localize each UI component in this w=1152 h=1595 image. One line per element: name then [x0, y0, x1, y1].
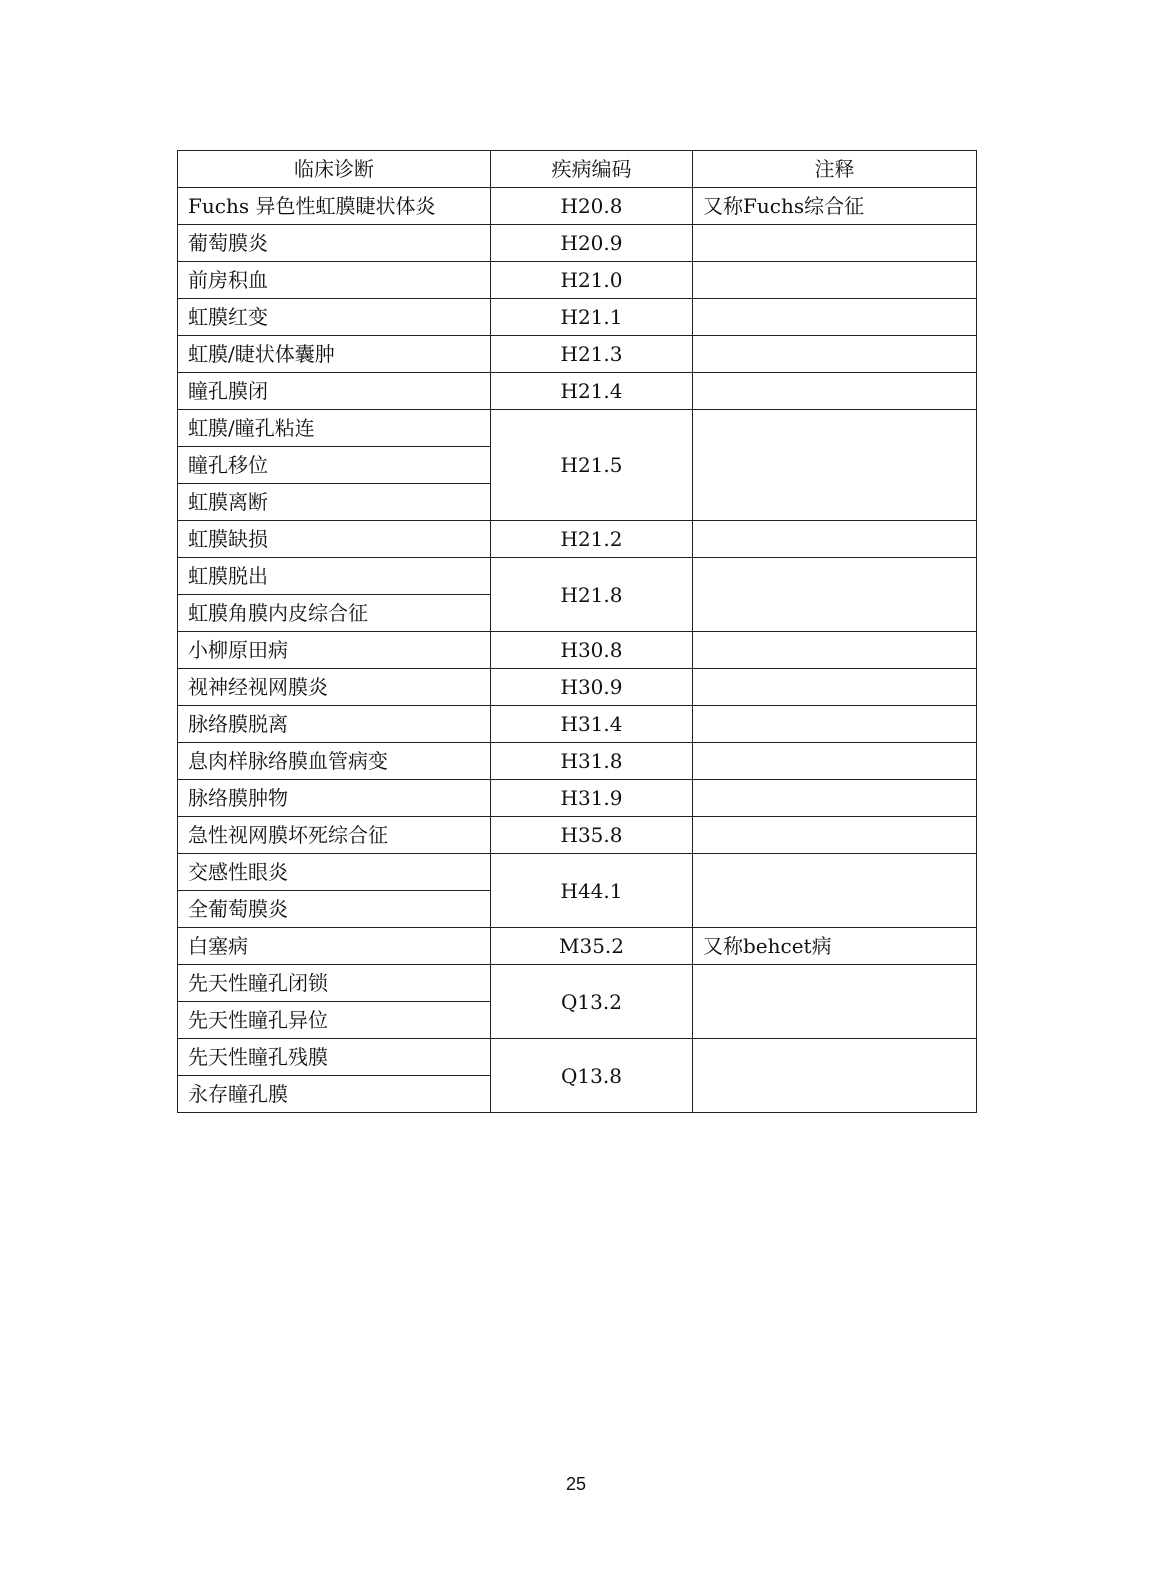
note-cell — [693, 965, 977, 1039]
note-cell — [693, 373, 977, 410]
diagnosis-cell: 永存瞳孔膜 — [178, 1076, 491, 1113]
note-cell — [693, 743, 977, 780]
note-cell — [693, 336, 977, 373]
table-row — [178, 817, 977, 854]
code-cell: H21.0 — [491, 262, 693, 299]
table-row — [178, 225, 977, 262]
code-cell: H35.8 — [491, 817, 693, 854]
code-cell: H21.1 — [491, 299, 693, 336]
diagnosis-cell: 虹膜/瞳孔粘连 — [178, 410, 491, 447]
note-cell — [693, 632, 977, 669]
code-cell: H21.2 — [491, 521, 693, 558]
header-note: 注释 — [693, 151, 977, 188]
table-body — [178, 188, 977, 1113]
table-row — [178, 410, 977, 447]
diagnosis-cell: 葡萄膜炎 — [178, 225, 491, 262]
table-row — [178, 521, 977, 558]
page-number: 25 — [565, 1474, 587, 1494]
note-cell — [693, 706, 977, 743]
code-cell: H31.4 — [491, 706, 693, 743]
note-cell: 又称behcet病 — [693, 928, 977, 965]
note-cell — [693, 262, 977, 299]
note-cell — [693, 521, 977, 558]
table-row — [178, 299, 977, 336]
table-header-row — [178, 151, 977, 188]
code-cell: Q13.2 — [491, 965, 693, 1039]
table-row — [178, 262, 977, 299]
note-cell — [693, 410, 977, 521]
code-cell: H30.8 — [491, 632, 693, 669]
diagnosis-cell: 脉络膜肿物 — [178, 780, 491, 817]
diagnosis-cell: 全葡萄膜炎 — [178, 891, 491, 928]
note-cell — [693, 669, 977, 706]
note-cell — [693, 780, 977, 817]
diagnosis-cell: 先天性瞳孔异位 — [178, 1002, 491, 1039]
note-cell — [693, 817, 977, 854]
code-cell: H20.9 — [491, 225, 693, 262]
diagnosis-cell: 瞳孔移位 — [178, 447, 491, 484]
diagnosis-cell: 先天性瞳孔闭锁 — [178, 965, 491, 1002]
diagnosis-cell: 虹膜角膜内皮综合征 — [178, 595, 491, 632]
table-row — [178, 669, 977, 706]
diagnosis-cell: 虹膜/睫状体囊肿 — [178, 336, 491, 373]
header-code: 疾病编码 — [491, 151, 693, 188]
code-cell: H20.8 — [491, 188, 693, 225]
diagnosis-cell: 急性视网膜坏死综合征 — [178, 817, 491, 854]
code-cell: Q13.8 — [491, 1039, 693, 1113]
diagnosis-cell: 虹膜离断 — [178, 484, 491, 521]
code-cell: H21.5 — [491, 410, 693, 521]
table-row — [178, 373, 977, 410]
diagnosis-cell: 脉络膜脱离 — [178, 706, 491, 743]
table-row — [178, 1039, 977, 1076]
diagnosis-cell: 小柳原田病 — [178, 632, 491, 669]
note-cell — [693, 225, 977, 262]
table-row — [178, 706, 977, 743]
note-cell — [693, 1039, 977, 1113]
code-cell: H31.8 — [491, 743, 693, 780]
table-row — [178, 188, 977, 225]
diagnosis-cell: 虹膜红变 — [178, 299, 491, 336]
table-row — [178, 743, 977, 780]
diagnosis-cell: 虹膜脱出 — [178, 558, 491, 595]
table-row — [178, 780, 977, 817]
code-cell: H31.9 — [491, 780, 693, 817]
diagnosis-cell: 息肉样脉络膜血管病变 — [178, 743, 491, 780]
code-cell: H21.8 — [491, 558, 693, 632]
table-row — [178, 336, 977, 373]
note-cell — [693, 299, 977, 336]
code-cell: H21.3 — [491, 336, 693, 373]
code-cell: H44.1 — [491, 854, 693, 928]
note-cell — [693, 558, 977, 632]
diagnosis-cell: 交感性眼炎 — [178, 854, 491, 891]
code-cell: H30.9 — [491, 669, 693, 706]
header-diagnosis: 临床诊断 — [178, 151, 491, 188]
diagnosis-cell: 虹膜缺损 — [178, 521, 491, 558]
table-row — [178, 632, 977, 669]
code-cell: H21.4 — [491, 373, 693, 410]
table-row — [178, 928, 977, 965]
diagnosis-cell: 先天性瞳孔残膜 — [178, 1039, 491, 1076]
table-row — [178, 558, 977, 595]
note-cell: 又称Fuchs综合征 — [693, 188, 977, 225]
diagnosis-cell: Fuchs 异色性虹膜睫状体炎 — [178, 188, 491, 225]
table-row — [178, 854, 977, 891]
table-row — [178, 965, 977, 1002]
note-cell — [693, 854, 977, 928]
diagnosis-cell: 视神经视网膜炎 — [178, 669, 491, 706]
code-cell: M35.2 — [491, 928, 693, 965]
diagnosis-cell: 白塞病 — [178, 928, 491, 965]
diagnosis-cell: 前房积血 — [178, 262, 491, 299]
diagnosis-cell: 瞳孔膜闭 — [178, 373, 491, 410]
diagnosis-code-table — [177, 150, 977, 1113]
